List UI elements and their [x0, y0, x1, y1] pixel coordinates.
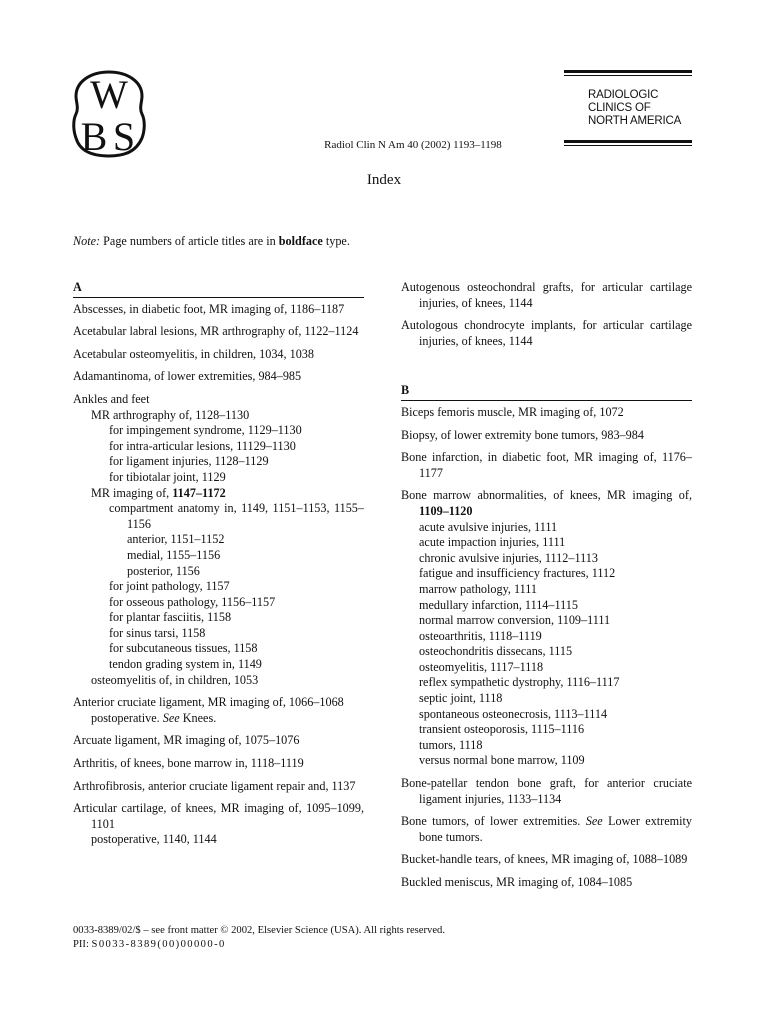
footer	[73, 924, 445, 951]
index-subentry: osteoarthritis, 1118–1119	[419, 628, 542, 643]
index-subentry: fatigue and insufficiency fractures, 1112	[419, 566, 616, 581]
index-entry: Articular cartilage, of knees, MR imaging of, 1095–1099, 1101	[73, 801, 364, 831]
journal-name-line: RADIOLOGIC	[588, 89, 659, 101]
logo-letter-w: W	[90, 72, 128, 117]
index-entry: Biceps femoris muscle, MR imaging of, 1072	[401, 404, 624, 419]
index-subentry: for ligament injuries, 1128–1129	[109, 454, 269, 469]
index-entry: Arthrofibrosis, anterior cruciate ligament repair and, 1137	[73, 778, 356, 793]
index-entry: Arthritis, of knees, bone marrow in, 1118–1119	[73, 756, 304, 771]
index-entry: Autologous chondrocyte implants, for articular cartilage injuries, of knees, 1144	[401, 318, 692, 348]
index-entry-group	[401, 488, 692, 769]
index-subentry: MR arthrography of, 1128–1130	[91, 407, 250, 422]
index-subentry: for intra-articular lesions, 11129–1130	[109, 438, 296, 453]
index-entry: Biopsy, of lower extremity bone tumors, 983–984	[401, 427, 644, 442]
index-entry: Buckled meniscus, MR imaging of, 1084–1085	[401, 875, 633, 889]
index-subentry: acute avulsive injuries, 1111	[419, 519, 558, 534]
index-subentry: for impingement syndrome, 1129–1130	[109, 423, 302, 438]
section-spacer	[401, 356, 692, 383]
index-subentry: for subcutaneous tissues, 1158	[109, 641, 258, 656]
index-subentry: compartment anatomy in, 1149, 1151–1153, 1155–1156	[109, 501, 364, 531]
index-subentry: spontaneous osteonecrosis, 1113–1114	[419, 706, 608, 721]
logo-letter-b: B	[80, 114, 108, 159]
entry-text: Bone tumors, of lower extremities.	[401, 814, 586, 829]
index-subentry: osteochondritis dissecans, 1115	[419, 644, 573, 659]
index-subentry: transient osteoporosis, 1115–1116	[419, 722, 585, 737]
citation: Radiol Clin N Am 40 (2002) 1193–1198	[324, 139, 502, 151]
index-entry-group	[73, 695, 364, 726]
note	[73, 234, 350, 249]
pii-value: S0033-8389(00)00000-0	[91, 938, 226, 950]
journal-name-line: NORTH AMERICA	[588, 115, 682, 127]
index-subentry: chronic avulsive injuries, 1112–1113	[419, 550, 598, 565]
index-subentry: anterior, 1151–1152	[127, 532, 225, 547]
journal-masthead	[564, 70, 692, 146]
page-title: Index	[366, 172, 402, 188]
index-entry: Anterior cruciate ligament, MR imaging of, 1066–1068	[73, 695, 344, 710]
note-text: Page numbers of article titles are in	[100, 234, 279, 248]
index-subentry: for plantar fasciitis, 1158	[109, 610, 232, 625]
index-subentry: for tibiotalar joint, 1129	[109, 469, 226, 484]
see-reference: See	[585, 814, 603, 829]
index-subentry: posterior, 1156	[127, 563, 200, 578]
masthead-top-rule	[564, 70, 692, 76]
index-entry	[401, 814, 692, 845]
index-subentry: postoperative, 1140, 1144	[91, 832, 217, 847]
index-entry	[401, 488, 692, 519]
pii-label: PII:	[73, 938, 92, 950]
index-subentry: medullary infarction, 1114–1115	[419, 597, 578, 612]
index-subentry: versus normal bone marrow, 1109	[419, 753, 585, 768]
index-subentry: septic joint, 1118	[419, 691, 503, 706]
index-entry-group	[73, 392, 364, 688]
logo-letter-s: S	[112, 114, 136, 159]
index-subentry	[73, 711, 364, 727]
index-subentry: for joint pathology, 1157	[109, 579, 230, 594]
index-subentry: marrow pathology, 1111	[419, 581, 538, 596]
index-entry: Bucket-handle tears, of knees, MR imaging of, 1088–1089	[401, 852, 688, 867]
index-column-left	[73, 280, 364, 855]
index-subentry: for sinus tarsi, 1158	[109, 625, 206, 640]
section-heading-a: A	[73, 280, 364, 298]
entry-text: Bone marrow abnormalities, of knees, MR imaging of,	[401, 488, 692, 503]
index-subentry: tendon grading system in, 1149	[109, 657, 262, 672]
article-pages: 1109–1120	[419, 503, 473, 518]
copyright-line: 0033-8389/02/$ – see front matter © 2002, Elsevier Science (USA). All rights reserved.	[73, 925, 445, 936]
journal-name	[588, 89, 692, 128]
article-pages: 1147–1172	[172, 485, 226, 500]
note-label: Note:	[73, 234, 101, 248]
subentry-text: postoperative.	[91, 710, 163, 725]
index-column-right	[401, 280, 692, 898]
index-subentry: tumors, 1118	[419, 737, 483, 752]
index-entry: Autogenous osteochondral grafts, for articular cartilage injuries, of knees, 1144	[401, 280, 692, 310]
entry-text: Lower extremity bone tumors.	[419, 814, 692, 844]
index-entry: Acetabular osteomyelitis, in children, 1034, 1038	[73, 346, 314, 361]
subentry-text: Knees.	[179, 710, 217, 725]
note-text: type.	[322, 234, 350, 248]
journal-name-line: CLINICS OF	[588, 102, 651, 114]
see-reference: See	[162, 710, 180, 725]
index-subentry: acute impaction injuries, 1111	[419, 535, 566, 550]
index-entry: Abscesses, in diabetic foot, MR imaging of, 1186–1187	[73, 301, 345, 316]
index-entry: Bone infarction, in diabetic foot, MR imaging of, 1176–1177	[401, 450, 692, 480]
index-entry: Ankles and feet	[73, 391, 150, 406]
index-subentry: osteomyelitis of, in children, 1053	[91, 672, 259, 687]
note-bold: boldface	[278, 234, 323, 248]
index-subentry	[73, 486, 364, 502]
index-entry: Arcuate ligament, MR imaging of, 1075–1076	[73, 733, 300, 748]
index-subentry: medial, 1155–1156	[127, 547, 221, 562]
index-subentry: normal marrow conversion, 1109–1111	[419, 613, 611, 628]
pii-line	[73, 938, 445, 952]
index-subentry: for osseous pathology, 1156–1157	[109, 594, 276, 609]
subentry-text: MR imaging of,	[91, 485, 173, 500]
index-entry: Adamantinoma, of lower extremities, 984–985	[73, 369, 302, 384]
index-subentry: reflex sympathetic dystrophy, 1116–1117	[419, 675, 620, 690]
section-heading-b: B	[401, 383, 692, 401]
index-subentry: osteomyelitis, 1117–1118	[419, 659, 544, 674]
index-entry: Acetabular labral lesions, MR arthrography of, 1122–1124	[73, 324, 359, 339]
index-entry: Bone-patellar tendon bone graft, for anterior cruciate ligament injuries, 1133–1134	[401, 776, 692, 806]
index-entry-group	[73, 801, 364, 848]
